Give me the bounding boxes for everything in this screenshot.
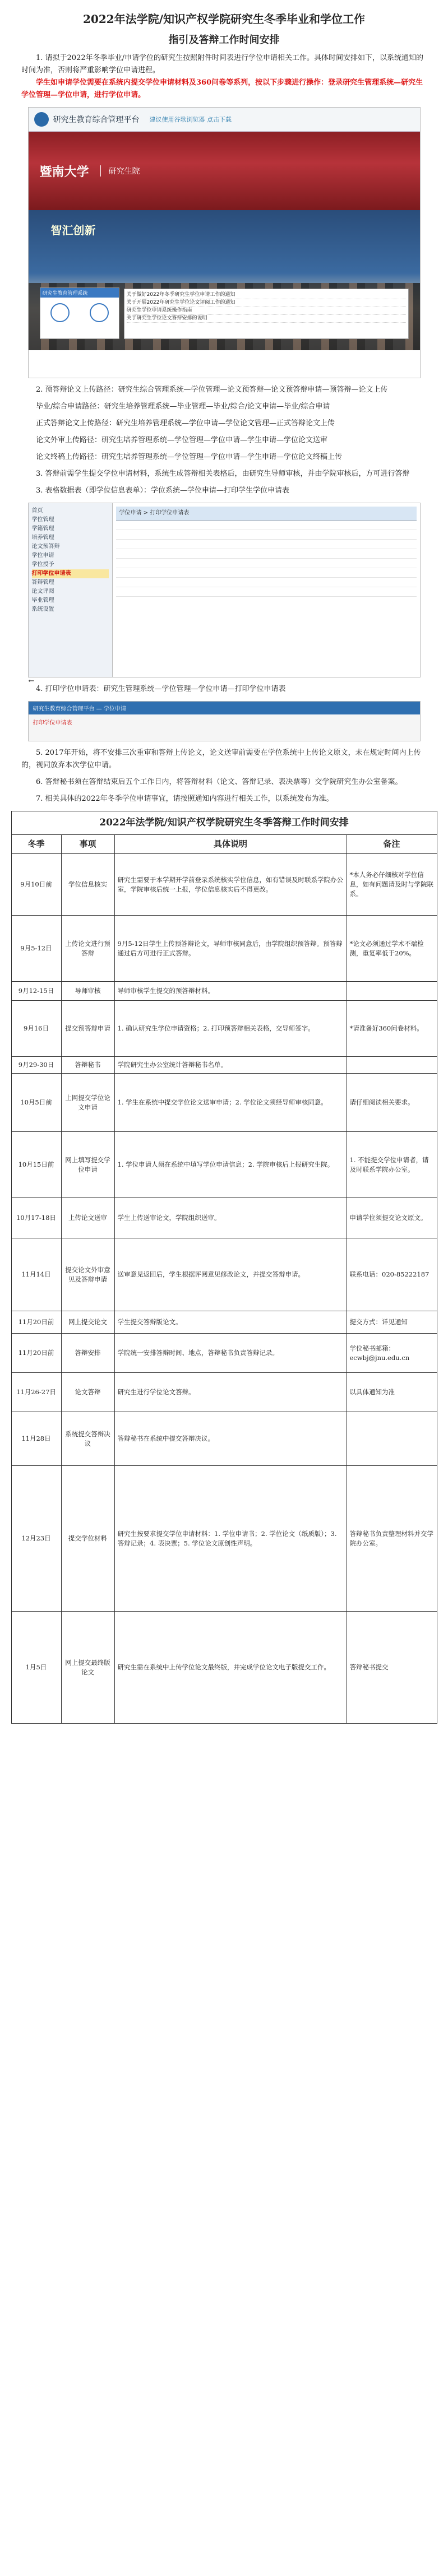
table-row — [11, 1612, 437, 1724]
row-note: *论文必须通过学术不端检测，重复率低于20%。 — [347, 916, 437, 982]
row-item: 提交预答辩申请 — [61, 1001, 114, 1057]
row-date: 9月29-30日 — [11, 1057, 61, 1074]
table-row — [11, 1057, 437, 1074]
menu-item[interactable]: 毕业管理 — [31, 597, 54, 604]
campus-photo — [29, 210, 420, 350]
menu-item[interactable]: 学位授予 — [31, 561, 54, 568]
print-screenshot — [28, 701, 421, 741]
row-item: 提交论文外审意见及答辩申请 — [61, 1238, 114, 1311]
system-screenshot — [28, 503, 421, 685]
news-item[interactable]: 关于做好2022年冬季研究生学位申请工作的通知 — [127, 291, 406, 299]
row-date: 12月23日 — [11, 1466, 61, 1612]
print-link[interactable]: 打印学位申请表 — [33, 720, 72, 726]
step-2d: 论文外审上传路径：研究生培养管理系统—学位管理—学位申请—学生申请—学位论文送审 — [36, 436, 328, 444]
teacher-login-icon[interactable] — [90, 303, 109, 322]
row-desc: 研究生进行学位论文答辩。 — [114, 1373, 347, 1412]
table-row — [116, 587, 417, 597]
intro-red-notice: 学生如申请学位需要在系统内提交学位申请材料及360问卷等系列，按以下步骤进行操作：登录研究生管理系统—研究生学位管理—学位申请，进行学位申请。 — [21, 78, 423, 99]
browser-download-link[interactable]: 建议使用谷歌浏览器 点击下载 — [149, 116, 232, 123]
row-desc: 学院研究生办公室统计答辩秘书名单。 — [114, 1057, 347, 1074]
step-4: 4. 打印学位申请表：研究生管理系统—学位管理—学位申请—打印学位申请表 — [36, 685, 286, 693]
news-list — [124, 289, 409, 339]
menu-item[interactable]: 学位管理 — [31, 517, 54, 523]
table-row — [11, 1238, 437, 1311]
row-note: 以具体通知为准 — [347, 1373, 437, 1412]
step-2f: 3. 答辩前需学生提交学位申请材料，系统生成答辩相关表格后，由研究生导师审核，并由学院审核后，方可进行答辩 — [36, 470, 410, 478]
schedule-table — [11, 811, 437, 1724]
header-date: 冬季 — [11, 835, 61, 854]
photo-slogan: 智汇创新 — [50, 224, 96, 237]
row-item: 上网提交学位论文申请 — [61, 1074, 114, 1132]
table-row — [11, 916, 437, 982]
row-desc: 学生上传送审论文，学院组织送审。 — [114, 1198, 347, 1238]
step-2: 2. 预答辩论文上传路径：研究生综合管理系统—学位管理—论文预答辩—论文预答辩申请—预答辩—论文上传 — [36, 386, 388, 394]
table-row — [11, 1466, 437, 1612]
student-login-icon[interactable] — [50, 303, 70, 322]
table-row — [11, 1311, 437, 1334]
row-desc: 9月5-12日学生上传预答辩论文，导师审核同意后，由学院组织预答辩。预答辩通过后方可进行正式答辩。 — [114, 916, 347, 982]
menu-item[interactable]: 论文预答辩 — [31, 544, 60, 550]
row-note: 联系电话：020-85222187 — [347, 1238, 437, 1311]
row-date: 11月20日前 — [11, 1334, 61, 1373]
row-date: 9月16日 — [11, 1001, 61, 1057]
table-row — [11, 1373, 437, 1412]
header-note: 备注 — [347, 835, 437, 854]
row-desc: 研究生需在系统中上传学位论文最终版，并完成学位论文电子版提交工作。 — [114, 1612, 347, 1724]
row-item: 提交学位材料 — [61, 1466, 114, 1612]
menu-item[interactable]: 首页 — [31, 508, 43, 514]
header-desc: 具体说明 — [114, 835, 347, 854]
table-row — [11, 1001, 437, 1057]
red-arrow-icon: ← — [28, 677, 35, 685]
row-note: 请仔细阅读相关要求。 — [347, 1074, 437, 1132]
row-note: 提交方式：详见通知 — [347, 1311, 437, 1334]
page-subtitle: 指引及答辩工作时间安排 — [168, 34, 280, 46]
system-menu — [29, 503, 113, 677]
news-item[interactable]: 关于开展2022年研究生学位论文评阅工作的通知 — [127, 299, 406, 307]
table-row — [116, 578, 417, 587]
menu-item-highlighted[interactable]: 打印学位申请表 — [32, 569, 109, 578]
row-item: 网上填写提交学位申请 — [61, 1132, 114, 1198]
note-6: 6. 答辩秘书须在答辩结束后五个工作日内，将答辩材料（论文、答辩记录、表决票等）交学院研究生办公室备案。 — [36, 778, 403, 786]
table-row — [11, 1412, 437, 1466]
table-row — [116, 530, 417, 540]
portal-banner — [29, 108, 420, 132]
table-row — [116, 549, 417, 559]
system-main — [113, 503, 420, 677]
row-desc: 学生提交答辩版论文。 — [114, 1311, 347, 1334]
row-note — [347, 982, 437, 1001]
row-date: 11月28日 — [11, 1412, 61, 1466]
row-date: 10月17-18日 — [11, 1198, 61, 1238]
row-note: *请准备好360问卷材料。 — [347, 1001, 437, 1057]
menu-item[interactable]: 论文评阅 — [31, 588, 54, 595]
row-item: 网上提交论文 — [61, 1311, 114, 1334]
row-date: 10月5日前 — [11, 1074, 61, 1132]
row-date: 9月12-15日 — [11, 982, 61, 1001]
row-desc: 1. 学生在系统中提交学位论文送审申请；2. 学位论文须经导师审核同意。 — [114, 1074, 347, 1132]
table-title: 2022年法学院/知识产权学院研究生冬季答辩工作时间安排 — [11, 811, 437, 835]
row-desc: 1. 学位申请人须在系统中填写学位申请信息；2. 学院审核后上报研究生院。 — [114, 1132, 347, 1198]
menu-item[interactable]: 学籍管理 — [31, 526, 54, 532]
menu-item[interactable]: 系统设置 — [31, 606, 54, 612]
row-desc: 导师审核学生提交的预答辩材料。 — [114, 982, 347, 1001]
row-date: 11月20日前 — [11, 1311, 61, 1334]
portal-title: 研究生教育综合管理平台 — [53, 115, 140, 124]
row-desc: 1. 确认研究生学位申请资格；2. 打印预答辩相关表格，交导师签字。 — [114, 1001, 347, 1057]
row-note: 1. 不能提交学位申请者，请及时联系学院办公室。 — [347, 1132, 437, 1198]
intro-paragraph-1: 1. 请拟于2022年冬季毕业/申请学位的研究生按照附件时间表进行学位申请相关工作。具体时间安排如下，以系统通知的时间为准，否则将严重影响学位申请进程。 — [21, 54, 424, 75]
row-item: 导师审核 — [61, 982, 114, 1001]
header-item: 事项 — [61, 835, 114, 854]
row-item: 上传论文送审 — [61, 1198, 114, 1238]
row-desc: 研究生按要求提交学位申请材料：1. 学位申请书；2. 学位论文（纸质版）；3. 答辩记录；4. 表决票；5. 学位论文原创性声明。 — [114, 1466, 347, 1612]
print-bar-title: 研究生教育综合管理平台 — 学位申请 — [29, 702, 420, 714]
row-desc: 送审意见返回后，学生根据评阅意见修改论文，并提交答辩申请。 — [114, 1238, 347, 1311]
table-row — [11, 982, 437, 1001]
step-3: 3. 表格数据表（即学位信息表单）：学位系统—学位申请—打印学生学位申请表 — [36, 486, 290, 495]
row-note — [347, 1412, 437, 1466]
table-row — [116, 540, 417, 549]
row-date: 11月14日 — [11, 1238, 61, 1311]
step-2e: 论文终稿上传路径：研究生培养管理系统—学位管理—学位申请—学生申请—学位论文终稿上传 — [36, 453, 343, 461]
row-item: 学位信息核实 — [61, 854, 114, 916]
row-note: 申请学位须提交论文原文。 — [347, 1198, 437, 1238]
row-date: 11月26-27日 — [11, 1373, 61, 1412]
campus-header — [29, 132, 420, 210]
news-item[interactable]: 研究生学位申请系统操作指南 — [127, 307, 406, 315]
row-item: 上传论文进行预答辩 — [61, 916, 114, 982]
row-note: *本人务必仔细核对学位信息，如有问题请及时与学院联系。 — [347, 854, 437, 916]
row-item: 答辩秘书 — [61, 1057, 114, 1074]
row-item: 系统提交答辩决议 — [61, 1412, 114, 1466]
system-breadcrumb: 学位申请 > 打印学位申请表 — [116, 507, 417, 521]
table-row — [116, 568, 417, 578]
table-row — [116, 559, 417, 568]
system-entry-panel[interactable] — [40, 287, 119, 339]
row-item: 网上提交最终版论文 — [61, 1612, 114, 1724]
table-row — [11, 1074, 437, 1132]
step-2b: 毕业/综合申请路径：研究生培养管理系统—毕业管理—毕业/综合/论文申请—毕业/综合申请 — [36, 402, 330, 411]
row-note: 答辩秘书提交 — [347, 1612, 437, 1724]
row-desc: 答辩秘书在系统中提交答辩决议。 — [114, 1412, 347, 1466]
row-desc: 学院统一安排答辩时间、地点，答辩秘书负责答辩记录。 — [114, 1334, 347, 1373]
note-7: 7. 相关具体的2022年冬季学位申请事宜，请按照通知内容进行相关工作，以系统发布为准。 — [36, 795, 334, 803]
table-row — [11, 854, 437, 916]
row-item: 答辩安排 — [61, 1334, 114, 1373]
table-row — [11, 1334, 437, 1373]
step-2c: 正式答辩论文上传路径：研究生培养管理系统—学位申请—学位论文管理—正式答辩论文上传 — [36, 419, 335, 428]
row-date: 9月10日前 — [11, 854, 61, 916]
table-row — [11, 1132, 437, 1198]
row-date: 1月5日 — [11, 1612, 61, 1724]
table-row — [116, 521, 417, 530]
menu-item[interactable]: 培养管理 — [31, 535, 54, 541]
university-logo-icon — [34, 112, 49, 127]
row-desc: 研究生需要于本学期开学前登录系统核实学位信息，如有错误及时联系学院办公室，学院审核后统一上报，学位信息核实后不得更改。 — [114, 854, 347, 916]
row-note — [347, 1057, 437, 1074]
news-item[interactable]: 关于研究生学位论文答辩安排的说明 — [127, 315, 406, 323]
row-note: 学位秘书邮箱：ecwbj@jnu.edu.cn — [347, 1334, 437, 1373]
system-entry-title: 研究生教育管理系统 — [40, 288, 119, 298]
campus-subname: 研究生院 — [100, 165, 140, 177]
page-title: 2022年法学院/知识产权学院研究生冬季毕业和学位工作 — [83, 12, 365, 26]
menu-item[interactable]: 学位申请 — [31, 553, 54, 559]
menu-item[interactable]: 答辩管理 — [31, 579, 54, 586]
row-date: 9月5-12日 — [11, 916, 61, 982]
row-item: 论文答辩 — [61, 1373, 114, 1412]
row-date: 10月15日前 — [11, 1132, 61, 1198]
table-row — [11, 1198, 437, 1238]
portal-screenshot — [28, 107, 421, 378]
campus-name: 暨南大学 — [39, 165, 89, 179]
note-5: 5. 2017年开始，将不安排三次重审和答辩上传论文，论文送审前需要在学位系统中上传论文原文，未在规定时间内上传的，视同放弃本次学位申请。 — [21, 749, 421, 769]
row-note: 答辩秘书负责整理材料并交学院办公室。 — [347, 1466, 437, 1612]
